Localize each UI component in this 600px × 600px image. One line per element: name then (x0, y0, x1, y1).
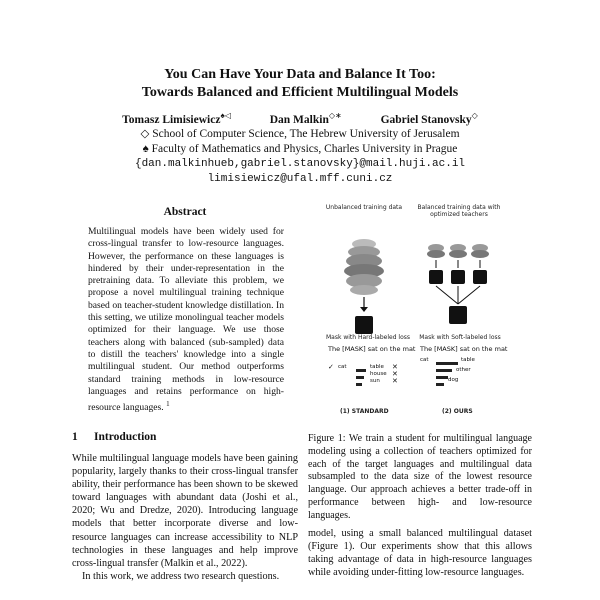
unbalanced-data-pile-icon (344, 239, 384, 312)
intro-paragraph-1: While multilingual language models have been gaining popularity, largely thanks to their cross-lingual transfer ability, their performance has been shown to be skewed toward languages with abundant data (Joshi et al., 2020; Wu and Dredze, 2020). Introducing language models that better incorporate diverse and low-resource languages can increase accessibility to NLP technologies in these languages and help improve cross-lingual transfer (Malkin et al., 2022). (72, 453, 298, 569)
affiliation-2: ♠ Faculty of Mathematics and Physics, Charles University in Prague (142, 143, 458, 155)
abstract-heading: Abstract (163, 206, 207, 218)
cross-icon: ✕ (392, 370, 398, 378)
title-line-1: You Can Have Your Data and Balance It Too: (164, 67, 436, 82)
right-option-2: table (461, 357, 475, 363)
title-line-2: Towards Balanced and Efficient Multilingual Models (141, 85, 459, 100)
right-column-body: model, using a small balanced multilingual dataset (Figure 1). Our experiments show that this allows taking advantage of data in high-resource languages while avoiding under-fitting low-resource languages. (308, 528, 532, 579)
right-option-4: dog (448, 377, 459, 383)
check-icon: ✓ (328, 363, 334, 371)
teacher-cube-icon (429, 270, 443, 284)
left-masked-sentence: The [MASK] sat on the mat (328, 345, 416, 353)
author-1: Tomasz Limisiewicz♠◁ (122, 111, 231, 126)
intro-paragraph-2: In this work, we address two research questions. (82, 570, 280, 582)
left-option-3: house (370, 371, 387, 377)
figure-diagram (324, 204, 504, 419)
affiliation-1: ◇ School of Computer Science, The Hebrew University of Jerusalem (140, 128, 460, 140)
author-2: Dan Malkin◇∗ (269, 111, 342, 126)
right-masked-sentence: The [MASK] sat on the mat (420, 345, 508, 353)
student-model-cube-icon (355, 316, 373, 334)
right-option-3: other (456, 367, 471, 373)
email-line-2[interactable]: limisiewicz@ufal.mff.cuni.cz (207, 173, 393, 185)
teacher-cube-icon (451, 270, 465, 284)
abstract-text: Multilingual models have been widely used for cross-lingual transfer to low-resource languages. However, the performance on these languages is hindered by their under-representation in the pretraining data. To alleviate this problem, we propose a novel multilingual training technique based on teacher-student knowledge distillation. In this setting, we utilize monolingual teacher models optimized for their language. We use those teachers along with balanced (sub-sampled) data to distill the teachers' knowledge into a single multilingual student. Our method outperforms standard training methods in low-resource languages and retains performance on high-resource languages. $^1$ (88, 226, 284, 414)
fig-left-label: (1) STANDARD (340, 408, 389, 415)
student-model-cube-icon (449, 306, 467, 324)
section-heading-introduction: 1 Introduction (72, 431, 157, 443)
author-list (0, 111, 600, 126)
left-option-1: cat (338, 364, 347, 370)
intro-body (72, 452, 298, 583)
email-line-1[interactable]: {dan.malkinhueb,gabriel.stanovsky}@mail.huji.ac.il (134, 158, 466, 170)
fig-left-header: Unbalanced training data (325, 204, 403, 211)
cross-icon: ✕ (392, 363, 398, 371)
left-loss-label: Mask with Hard-labeled loss (325, 334, 411, 341)
left-option-4: sun (370, 378, 380, 384)
right-option-1: cat (420, 357, 429, 363)
paper-title (0, 66, 600, 102)
left-prob-bars (356, 369, 366, 386)
fig-right-header: Balanced training data with optimized teachers (417, 204, 501, 218)
fig-right-label: (2) OURS (442, 408, 473, 415)
author-3: Gabriel Stanovsky◇ (380, 111, 478, 126)
figure-1 (324, 204, 508, 419)
footnote-mark[interactable]: 1 (166, 400, 170, 409)
left-option-2: table (370, 364, 384, 370)
cross-icon: ✕ (392, 377, 398, 385)
right-loss-label: Mask with Soft-labeled loss (419, 334, 501, 341)
figure-1-caption: Figure 1: We train a student for multilingual language modeling using a collection of teachers optimized for each of the target languages and multilingual data subsampled to the data size of the lowest resource language. Our approach achieves a better trade-off in performance between high- and low-resource languages. (308, 433, 532, 521)
teacher-cube-icon (473, 270, 487, 284)
